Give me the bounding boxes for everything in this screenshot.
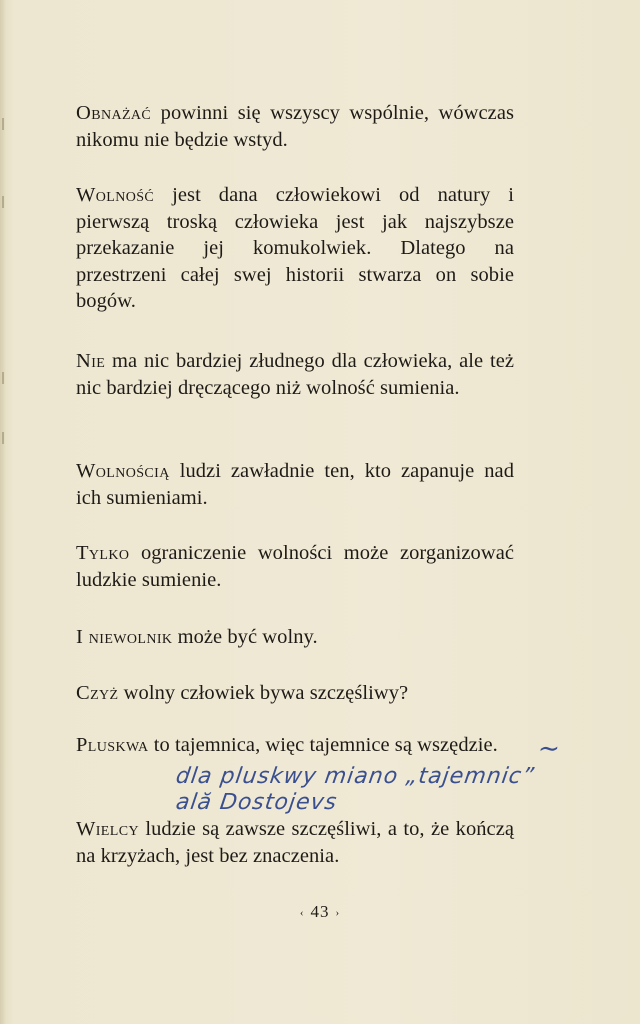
entry-text: ludzi zawładnie ten, kto zapanuje nad ich sumieniami.	[76, 460, 514, 509]
ornament-right-icon: ›	[335, 907, 341, 920]
entry-lead-word: Obnażać	[76, 102, 152, 124]
entry-text: ograniczenie wolności może zorganizować ludzkie sumienie.	[76, 542, 514, 591]
handwritten-mark: ~	[535, 734, 563, 764]
entry-lead-word: Wielcy	[76, 818, 139, 840]
page-number: 43	[310, 902, 330, 921]
aphorism-entry	[76, 816, 514, 869]
entry-lead-word: I niewolnik	[76, 626, 173, 648]
aphorism-entry	[76, 732, 514, 759]
entry-text: wolny człowiek bywa szczęśliwy?	[118, 682, 409, 704]
margin-mark	[2, 432, 4, 444]
entry-text: to tajemnica, więc tajemnice są wszędzie.	[148, 734, 498, 756]
margin-mark	[2, 196, 4, 208]
entry-text: ludzie są zawsze szczęśliwi, a to, że kończą na krzyżach, jest bez znaczenia.	[76, 818, 514, 867]
aphorism-entry	[76, 458, 514, 511]
aphorism-entry	[76, 100, 514, 153]
page-edge-shadow	[0, 0, 6, 1024]
entry-text: ma nic bardziej złudnego dla człowieka, ale też nic bardziej dręczącego niż wolność sumienia.	[76, 350, 514, 399]
entry-lead-word: Nie	[76, 350, 106, 372]
aphorism-entry	[76, 348, 514, 401]
margin-mark	[2, 118, 4, 130]
margin-mark	[2, 372, 4, 384]
entry-lead-word: Czyż	[76, 682, 119, 704]
entry-text: jest dana człowiekowi od natury i pierwszą troską człowieka jest jak najszybsze przekazanie jej komukolwiek. Dlatego na przestrzeni całej swej historii stwarza on sobie bogów.	[76, 184, 514, 312]
entry-text: powinni się wszyscy wspólnie, wówczas nikomu nie będzie wstyd.	[76, 102, 514, 151]
aphorism-entry	[76, 624, 514, 651]
entry-lead-word: Tylko	[76, 542, 130, 564]
page-footer	[0, 902, 640, 922]
aphorism-entry	[76, 182, 514, 315]
entry-text: może być wolny.	[172, 626, 318, 648]
entry-lead-word: Wolność	[76, 184, 155, 206]
entry-lead-word: Wolnością	[76, 460, 170, 482]
aphorism-entry	[76, 540, 514, 593]
aphorism-entry	[76, 680, 514, 707]
handwritten-note: dla pluskwy miano „tajemnic”	[174, 764, 537, 789]
handwritten-note: ală Dostojevs	[174, 790, 339, 815]
ornament-left-icon: ‹	[299, 907, 305, 920]
entry-lead-word: Pluskwa	[76, 734, 149, 756]
